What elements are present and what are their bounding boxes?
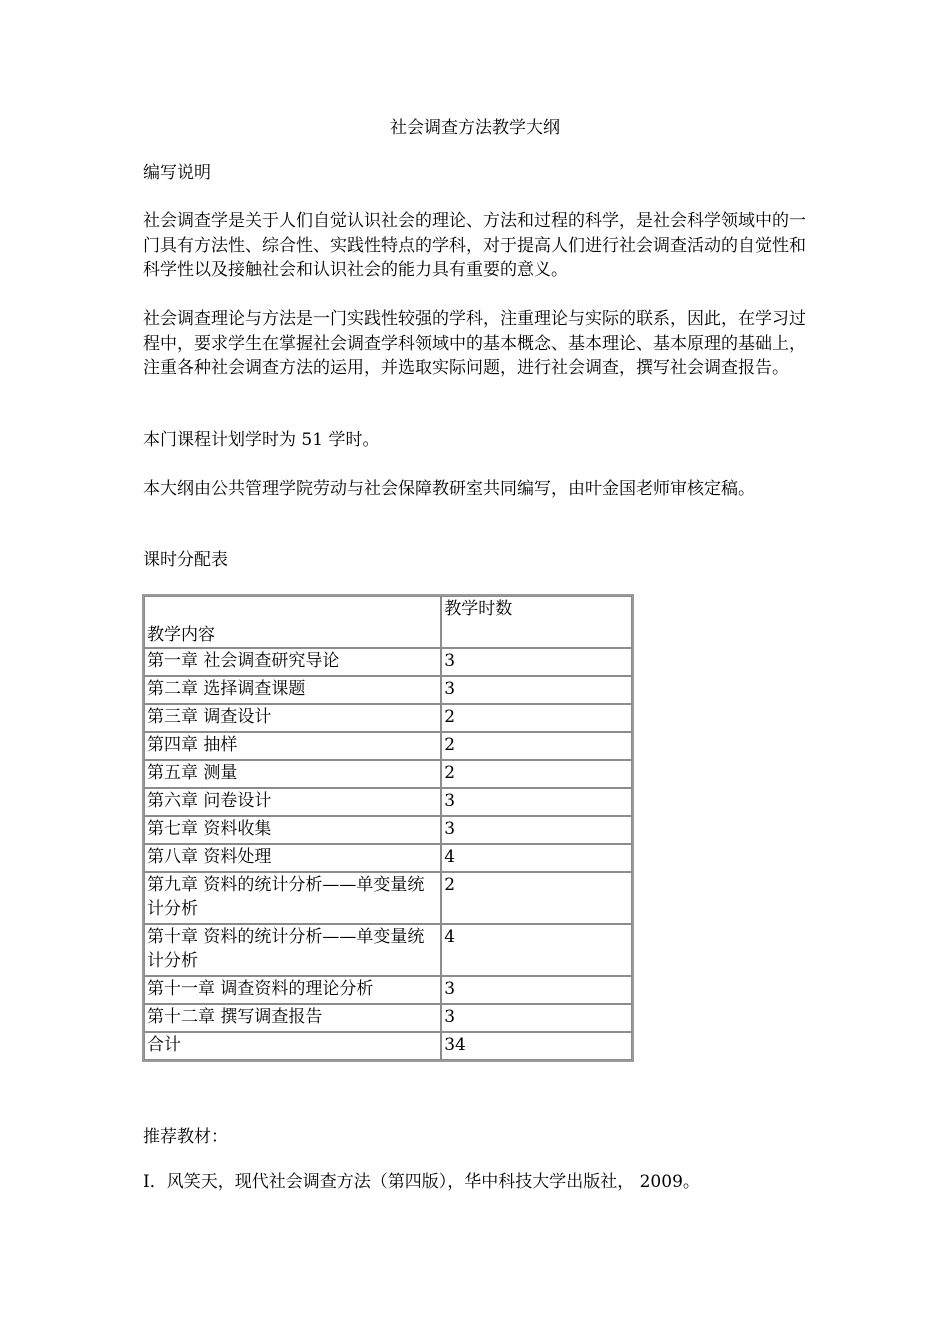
- header-content-cell: 教学内容: [144, 596, 441, 648]
- content-cell: 第十章 资料的统计分析——单变量统计分析: [144, 924, 441, 976]
- document-title: 社会调查方法教学大纲: [390, 118, 560, 138]
- hours-cell: 2: [441, 760, 632, 788]
- table-row-total: [144, 1032, 632, 1060]
- table-row: [144, 872, 632, 924]
- table-row: [144, 676, 632, 704]
- total-hours-cell: 34: [441, 1032, 632, 1060]
- content-cell: 第一章 社会调查研究导论: [144, 648, 441, 676]
- table-row: [144, 760, 632, 788]
- content-cell: 第三章 调查设计: [144, 704, 441, 732]
- table-row: [144, 924, 632, 976]
- hours-table: [142, 594, 634, 1062]
- table-row: [144, 816, 632, 844]
- hours-cell: 3: [441, 816, 632, 844]
- textbook-item: Ⅰ．风笑天，现代社会调查方法（第四版），华中科技大学出版社， 2009。: [143, 1172, 700, 1192]
- content-cell: 第六章 问卷设计: [144, 788, 441, 816]
- content-cell: 第四章 抽样: [144, 732, 441, 760]
- hours-cell: 2: [441, 704, 632, 732]
- paragraph-requirements: 社会调查理论与方法是一门实践性较强的学科，注重理论与实际的联系，因此，在学习过程中，要求学生在掌握社会调查学科领域中的基本概念、基本理论、基本原理的基础上，注重各种社会调查方法的运用，并选取实际问题，进行社会调查，撰写社会调查报告。: [143, 309, 806, 378]
- total-label-cell: 合计: [144, 1032, 441, 1060]
- hours-cell: 4: [441, 844, 632, 872]
- hours-cell: 3: [441, 788, 632, 816]
- hours-cell: 2: [441, 732, 632, 760]
- header-hours-cell: 教学时数: [441, 596, 632, 648]
- paragraph-intro: 社会调查学是关于人们自觉认识社会的理论、方法和过程的科学，是社会科学领域中的一门具有方法性、综合性、实践性特点的学科，对于提高人们进行社会调查活动的自觉性和科学性以及接触社会和认识社会的能力具有重要的意义。: [143, 211, 806, 280]
- content-cell: 第九章 资料的统计分析——单变量统计分析: [144, 872, 441, 924]
- content-cell: 第七章 资料收集: [144, 816, 441, 844]
- paragraph-authors: 本大纲由公共管理学院劳动与社会保障教研室共同编写，由叶金国老师审核定稿。: [143, 479, 755, 499]
- table-row: [144, 732, 632, 760]
- table-row: [144, 648, 632, 676]
- content-cell: 第五章 测量: [144, 760, 441, 788]
- paragraph-hours: 本门课程计划学时为 51 学时。: [143, 430, 380, 450]
- table-row: [144, 1004, 632, 1032]
- table-row: [144, 976, 632, 1004]
- hours-cell: 4: [441, 924, 632, 976]
- table-row: [144, 788, 632, 816]
- table-caption: 课时分配表: [143, 550, 228, 570]
- section-heading: 编写说明: [143, 163, 211, 183]
- table-row: [144, 844, 632, 872]
- table-row: [144, 704, 632, 732]
- content-cell: 第八章 资料处理: [144, 844, 441, 872]
- content-cell: 第十一章 调查资料的理论分析: [144, 976, 441, 1004]
- textbook-heading: 推荐教材：: [143, 1127, 228, 1147]
- content-cell: 第十二章 撰写调查报告: [144, 1004, 441, 1032]
- hours-cell: 2: [441, 872, 632, 924]
- hours-cell: 3: [441, 1004, 632, 1032]
- content-cell: 第二章 选择调查课题: [144, 676, 441, 704]
- hours-cell: 3: [441, 676, 632, 704]
- hours-cell: 3: [441, 648, 632, 676]
- table-header-row: [144, 596, 632, 648]
- hours-cell: 3: [441, 976, 632, 1004]
